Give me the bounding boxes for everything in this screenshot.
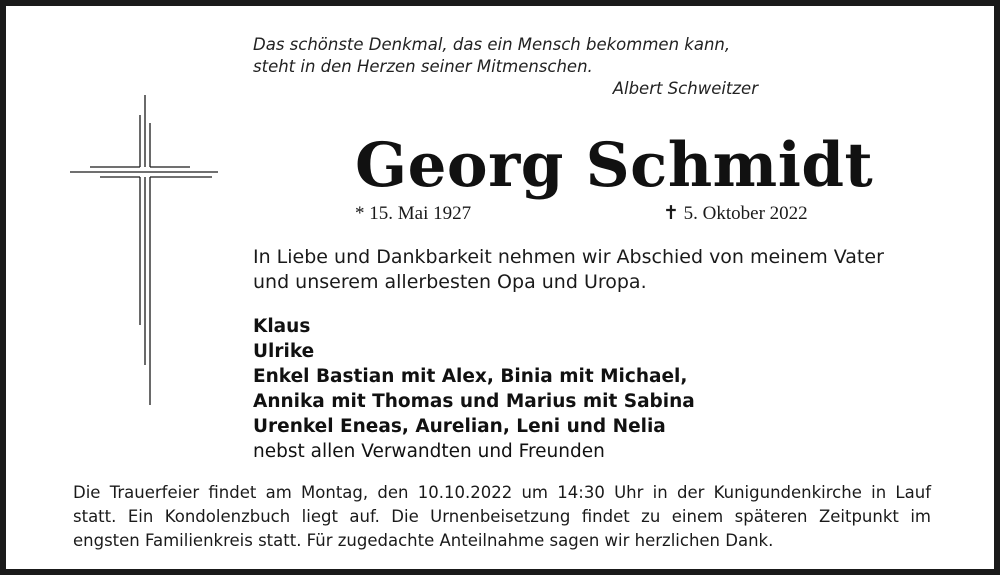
quote-line: steht in den Herzen seiner Mitmenschen. (253, 57, 593, 76)
cross-icon (70, 95, 220, 405)
death-date: ✝ 5. Oktober 2022 (663, 203, 808, 224)
service-information (73, 481, 931, 553)
mourner-name: Annika mit Thomas und Marius mit Sabina (253, 391, 695, 412)
mourners-list (253, 314, 695, 464)
service-info-line: engsten Familienkreis statt. Für zugedachte Anteilnahme sagen wir herzlichen Dank. (73, 531, 774, 550)
birth-date: * 15. Mai 1927 (355, 203, 472, 224)
epigraph-quote (253, 34, 758, 100)
farewell-line: und unserem allerbesten Opa und Uropa. (253, 271, 647, 293)
quote-line: Das schönste Denkmal, das ein Mensch bekommen kann, (253, 35, 731, 54)
mourner-name: Ulrike (253, 341, 315, 362)
mourner-name: Urenkel Eneas, Aurelian, Leni und Nelia (253, 416, 666, 437)
service-info-line: Die Trauerfeier findet am Montag, den 10.10.2022 um 14:30 Uhr in der Kunigundenkirche in Lauf (73, 483, 931, 502)
farewell-line: In Liebe und Dankbarkeit nehmen wir Abschied von meinem Vater (253, 246, 884, 268)
quote-author: Albert Schweitzer (612, 79, 758, 98)
deceased-name: Georg Schmidt (355, 130, 874, 201)
mourner-name: Klaus (253, 316, 311, 337)
service-info-line: statt. Ein Kondolenzbuch liegt auf. Die Urnenbeisetzung findet zu einem späteren Zeitpunkt im (73, 507, 931, 526)
mourner-relatives: nebst allen Verwandten und Freunden (253, 441, 605, 462)
mourner-name: Enkel Bastian mit Alex, Binia mit Michael, (253, 366, 688, 387)
farewell-text (253, 245, 943, 295)
